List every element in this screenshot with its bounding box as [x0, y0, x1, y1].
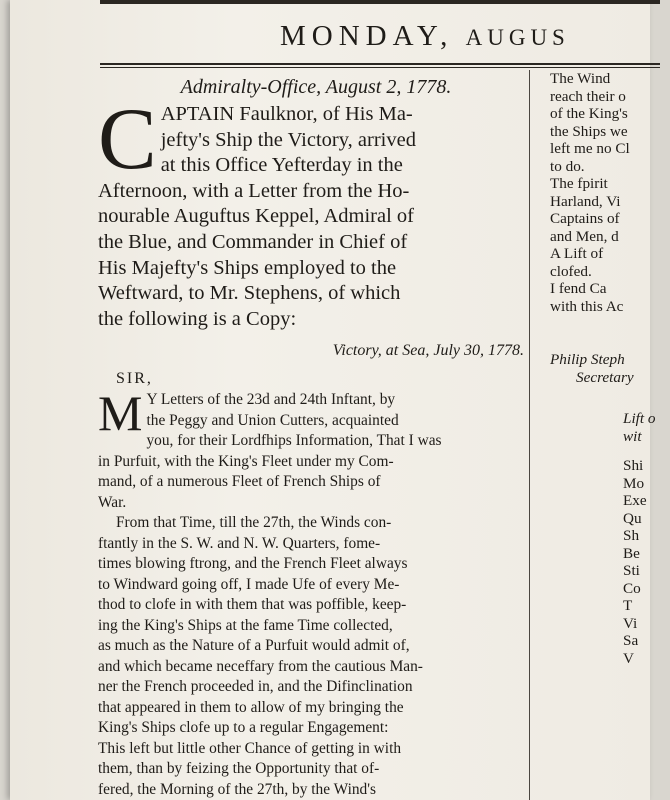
side-line: with this Ac — [550, 297, 624, 315]
side-line: I fend Ca — [550, 280, 607, 297]
masthead-day: MONDAY, — [280, 20, 454, 52]
signatory-name: Philip Steph — [550, 351, 625, 368]
side-line: clofed. — [550, 262, 592, 280]
lead-line: Afternoon, with a Letter from the Ho- — [98, 179, 410, 202]
list-item: Vi — [623, 614, 638, 632]
letter-line: From that Time, till the 27th, the Winds con- — [116, 514, 392, 532]
list-header: wit — [623, 427, 642, 445]
letter-line: that appeared in them to allow of my bringing the — [98, 698, 404, 716]
list-item: Mo — [623, 474, 645, 492]
header-rule — [100, 63, 660, 65]
letter-line: fered, the Morning of the 27th, by the Wind's — [98, 780, 376, 798]
letter-line: the Peggy and Union Cutters, acquainted — [146, 411, 399, 429]
lead-line: APTAIN Faulknor, of His Ma- — [160, 103, 413, 125]
side-line: of the King's — [550, 105, 628, 122]
list-item: Sa — [623, 632, 639, 649]
main-column — [98, 72, 524, 800]
side-line: to do. — [550, 157, 585, 175]
drop-cap: C — [98, 91, 157, 188]
side-line: the Ships we — [550, 122, 628, 140]
letter-line: ner the French proceeded in, and the Difinclination — [98, 678, 413, 696]
side-line: left me no Cl — [550, 140, 630, 157]
side-line: and Men, d — [550, 227, 619, 245]
newspaper-page — [10, 0, 656, 800]
list-item: Sh — [623, 527, 640, 544]
list-item: Be — [623, 544, 640, 562]
letter-line: This left but little other Chance of getting in with — [98, 739, 402, 757]
list-item: V — [623, 649, 634, 667]
side-line: The fpirit — [550, 175, 608, 192]
letter-line: mand, of a numerous Fleet of French Ships of — [98, 473, 381, 491]
side-line: Captains of — [550, 210, 620, 227]
letter-line: them, than by feizing the Opportunity that of- — [98, 760, 380, 778]
letter-line: you, for their Lordfhips Information, That I was — [146, 432, 442, 450]
lead-line: Weftward, to Mr. Stephens, of which — [98, 282, 401, 305]
spacer — [550, 315, 670, 327]
lead-line: His Majefty's Ships employed to the — [98, 256, 397, 279]
side-line: reach their o — [550, 87, 626, 105]
letter-line: ftantly in the S. W. and N. W. Quarters, fome- — [98, 534, 381, 552]
side-column — [550, 70, 670, 667]
letter-drop-cap: M — [98, 385, 143, 442]
signatory-title: Secretary — [576, 368, 634, 386]
spacer — [550, 339, 670, 351]
list-item: Shi — [623, 457, 644, 474]
side-line: The Wind — [550, 70, 611, 87]
lead-line: the following is a Copy: — [98, 307, 297, 330]
spacer — [550, 386, 670, 398]
top-rule — [100, 0, 660, 4]
letter-place-date: Victory, at Sea, July 30, 1778. — [332, 342, 524, 360]
column-rule — [529, 70, 530, 800]
lead-line: the Blue, and Commander in Chief of — [98, 230, 408, 253]
list-item: Sti — [623, 562, 640, 579]
header-rule-thin — [100, 67, 660, 68]
letter-line: War. — [98, 493, 127, 511]
spacer — [550, 398, 670, 410]
masthead — [280, 20, 570, 53]
letter-line: and which became neceffary from the cautious Man- — [98, 657, 423, 675]
lead-line: jefty's Ship the Victory, arrived — [160, 128, 416, 151]
lead-line: at this Office Yefterday in the — [160, 154, 403, 177]
masthead-month: AUGUS — [465, 25, 570, 50]
lead-paragraph — [98, 91, 524, 332]
side-line: A Lift of — [550, 245, 604, 262]
side-line: Harland, Vi — [550, 192, 621, 210]
letter-line: as much as the Nature of a Purfuit would admit of, — [98, 637, 410, 655]
list-item: T — [623, 597, 633, 614]
spacer — [550, 327, 670, 339]
letter-line: Y Letters of the 23d and 24th Inftant, by — [146, 391, 396, 409]
spacer — [550, 445, 670, 457]
list-item: Exe — [623, 492, 647, 509]
list-item: Co — [623, 579, 641, 597]
letter-body — [98, 385, 524, 800]
letter-line: in Purfuit, with the King's Fleet under my Com- — [98, 452, 394, 470]
letter-line: thod to clofe in with them that was poffible, keep- — [98, 596, 407, 614]
salutation: SIR, — [116, 370, 153, 388]
letter-line: King's Ships clofe up to a regular Engagement: — [98, 719, 389, 737]
letter-line: times blowing ftrong, and the French Fleet always — [98, 555, 408, 573]
list-header: Lift o — [623, 410, 656, 427]
lead-line: nourable Auguftus Keppel, Admiral of — [98, 205, 414, 228]
letter-line: ing the King's Ships at the fame Time collected, — [98, 616, 393, 634]
list-item: Qu — [623, 509, 642, 527]
letter-line: to Windward going off, I made Ufe of every Me- — [98, 575, 400, 593]
dateline: Admiralty-Office, August 2, 1778. — [180, 76, 452, 98]
